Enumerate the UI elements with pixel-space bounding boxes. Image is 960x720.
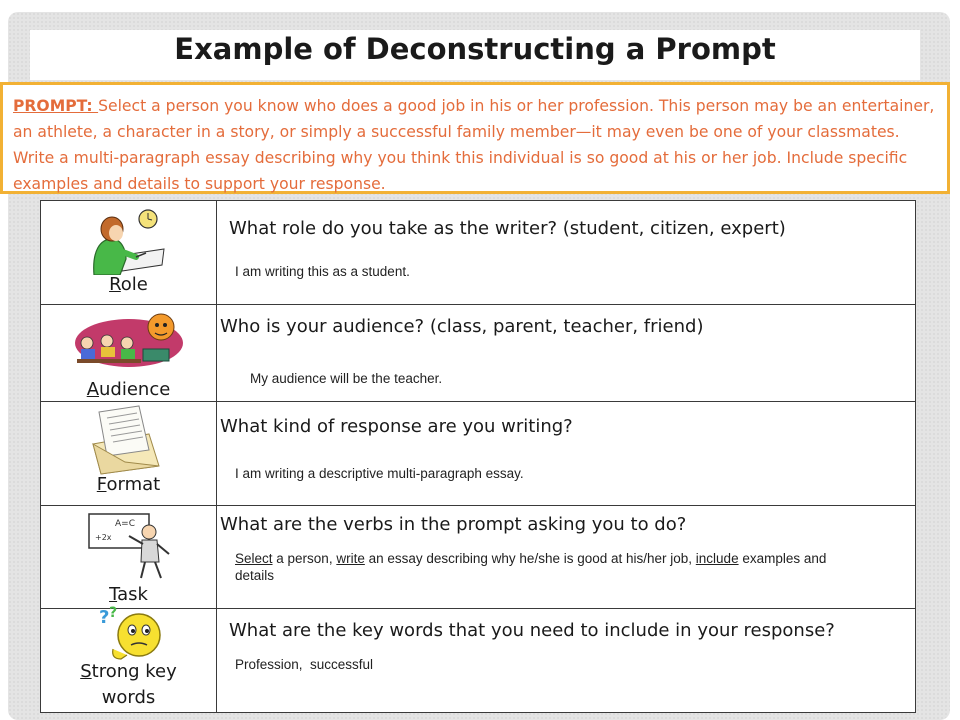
thinking-face-icon: [99, 605, 169, 667]
table-row-format: [41, 402, 916, 506]
svg-text:A=C: A=C: [115, 519, 135, 529]
strong-key-words-content-cell: [217, 609, 916, 713]
table-row-task: [41, 506, 916, 609]
prompt-text: Select a person you know who does a good job in his or her profession. This person may be an entertainer, an athlete, a character in a story, or simply a successful family member—it may even be one of your classmates. Write a multi-paragraph essay describing why you think this individual is so good at his or her job. Include specific examples and details to support your response.: [13, 97, 935, 193]
audience-content-cell: [217, 305, 916, 402]
task-label-first-letter: T: [109, 584, 118, 605]
verb-include: include: [695, 551, 739, 566]
role-question: What role do you take as the writer? (student, citizen, expert): [229, 218, 786, 239]
format-label: [41, 472, 216, 498]
strong-key-words-label-first-letter: S: [80, 661, 92, 682]
audience-label: [41, 377, 216, 403]
role-icon-cell: [41, 201, 217, 305]
verb-write: write: [336, 551, 365, 566]
format-icon-cell: [41, 402, 217, 506]
task-question: What are the verbs in the prompt asking you to do?: [220, 514, 687, 535]
writing-student-icon: [86, 207, 166, 275]
format-answer: I am writing a descriptive multi-paragraph essay.: [235, 466, 524, 481]
audience-icon-cell: [41, 305, 217, 402]
format-question: What kind of response are you writing?: [220, 416, 573, 437]
envelope-letter-icon: [89, 404, 163, 476]
task-answer-text-3: examples and details: [235, 551, 827, 583]
strong-key-words-label-line-1: [41, 659, 216, 685]
task-content-cell: [217, 506, 916, 609]
task-icon-cell: [41, 506, 217, 609]
strong-key-words-answer: Profession, successful: [235, 657, 374, 672]
format-label-rest: ormat: [106, 474, 161, 495]
svg-text:?: ?: [99, 607, 110, 628]
task-label-rest: ask: [117, 584, 148, 605]
svg-text:+2x: +2x: [95, 533, 112, 542]
teacher-chalkboard-icon: [87, 510, 177, 580]
strong-key-words-label-line-2: words: [101, 687, 156, 708]
audience-label-first-letter: A: [86, 379, 100, 400]
task-answer-text-1: a person,: [272, 551, 337, 566]
format-label-first-letter: F: [96, 474, 107, 495]
page-title: Example of Deconstructing a Prompt: [174, 32, 776, 66]
task-answer-text-2: an essay describing why he/she is good at his/her job,: [364, 551, 696, 566]
role-label-rest: ole: [120, 274, 148, 295]
audience-question: Who is your audience? (class, parent, teacher, friend): [220, 316, 704, 337]
svg-text:?: ?: [109, 605, 118, 621]
audience-label-rest: udience: [99, 379, 171, 400]
verb-select: Select: [235, 551, 273, 566]
task-answer: [235, 550, 855, 584]
prompt-box: [0, 82, 950, 194]
strong-key-words-label-rest: trong key: [91, 661, 177, 682]
audience-answer: My audience will be the teacher.: [250, 371, 443, 386]
strong-key-words-question: What are the key words that you need to include in your response?: [229, 620, 835, 641]
table-row-strong-key-words: [41, 609, 916, 713]
strong-key-words-label: [41, 659, 216, 711]
role-answer: I am writing this as a student.: [235, 264, 410, 279]
strong-key-words-icon-cell: [41, 605, 217, 713]
role-content-cell: [217, 201, 916, 305]
table-row-audience: [41, 305, 916, 402]
prompt-label: PROMPT:: [13, 97, 99, 115]
role-label: [41, 272, 216, 298]
raft-table: [40, 200, 916, 713]
table-row-role: [41, 201, 916, 305]
format-content-cell: [217, 402, 916, 506]
role-label-first-letter: R: [109, 274, 121, 295]
classroom-audience-icon: [73, 309, 185, 371]
